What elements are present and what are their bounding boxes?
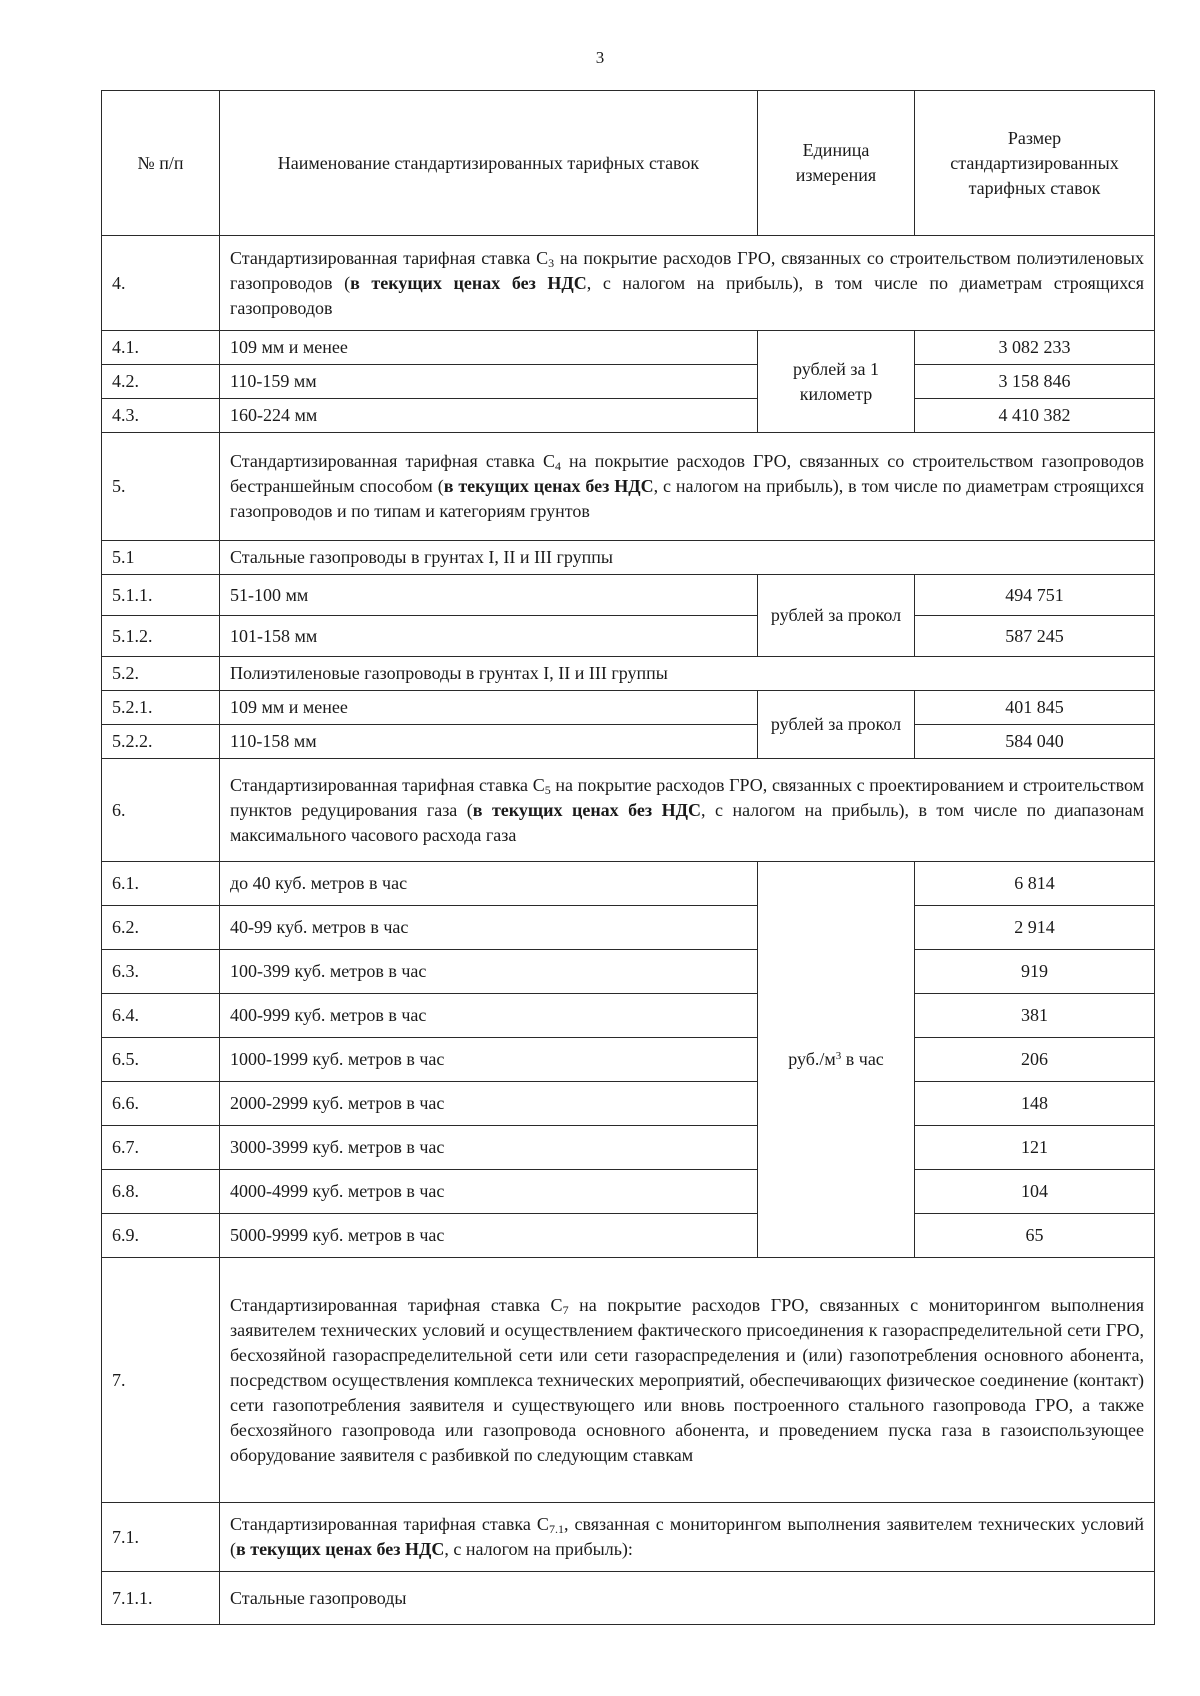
row-num: 6.3. xyxy=(102,950,220,994)
row-num: 5. xyxy=(102,433,220,541)
row-value: 148 xyxy=(915,1082,1155,1126)
row-name: 400-999 куб. метров в час xyxy=(220,994,758,1038)
unit-cell: рублей за 1 километр xyxy=(758,331,915,433)
row-name: 160-224 мм xyxy=(220,399,758,433)
row-value: 2 914 xyxy=(915,906,1155,950)
table-row xyxy=(102,994,1155,1038)
row-num: 6.4. xyxy=(102,994,220,1038)
row-name: 2000-2999 куб. метров в час xyxy=(220,1082,758,1126)
row-num: 6.9. xyxy=(102,1214,220,1258)
row-name: 40-99 куб. метров в час xyxy=(220,906,758,950)
unit-cell: рублей за прокол xyxy=(758,691,915,759)
table-row xyxy=(102,1126,1155,1170)
row-num: 4.1. xyxy=(102,331,220,365)
section-5-description: Стандартизированная тарифная ставка $С_4$ на покрытие расходов ГРО, связанных со строительством газопроводов бестраншейным способом (в текущих ценах без НДС, с налогом на прибыль), в том числе по диаметрам строящихся газопроводов и по типам и категориям грунтов xyxy=(220,433,1155,541)
row-num: 4.3. xyxy=(102,399,220,433)
row-num: 6.5. xyxy=(102,1038,220,1082)
row-num: 5.1.1. xyxy=(102,575,220,616)
row-num: 5.1.2. xyxy=(102,616,220,657)
row-value: 3 082 233 xyxy=(915,331,1155,365)
header-num: № п/п xyxy=(102,91,220,236)
row-name: 4000-4999 куб. метров в час xyxy=(220,1170,758,1214)
header-name: Наименование стандартизированных тарифных ставок xyxy=(220,91,758,236)
group-row xyxy=(102,657,1155,691)
table-row xyxy=(102,1572,1155,1625)
table-row xyxy=(102,1214,1155,1258)
table-row xyxy=(102,691,1155,725)
row-num: 6.8. xyxy=(102,1170,220,1214)
row-num: 5.2.2. xyxy=(102,725,220,759)
row-name: 110-159 мм xyxy=(220,365,758,399)
section-6-row xyxy=(102,759,1155,862)
row-name: до 40 куб. метров в час xyxy=(220,862,758,906)
row-name: 51-100 мм xyxy=(220,575,758,616)
row-value: 4 410 382 xyxy=(915,399,1155,433)
section-7-1-description: Стандартизированная тарифная ставка $С_{7.1}$, связанная с мониторингом выполнения заявителем технических условий (в текущих ценах без НДС, с налогом на прибыль): xyxy=(220,1503,1155,1572)
table-row xyxy=(102,862,1155,906)
page-number: 3 xyxy=(595,48,605,67)
group-row xyxy=(102,541,1155,575)
row-name: 3000-3999 куб. метров в час xyxy=(220,1126,758,1170)
row-name: 101-158 мм xyxy=(220,616,758,657)
group-title: Стальные газопроводы в грунтах I, II и III группы xyxy=(220,541,1155,575)
unit-cell: $руб./м^3$ в час xyxy=(758,862,915,1258)
row-name: 109 мм и менее xyxy=(220,691,758,725)
row-value: 381 xyxy=(915,994,1155,1038)
row-value: 206 xyxy=(915,1038,1155,1082)
section-4-description: Стандартизированная тарифная ставка $С_3$ на покрытие расходов ГРО, связанных со строительством полиэтиленовых газопроводов (в текущих ценах без НДС, с налогом на прибыль), в том числе по диаметрам строящихся газопроводов xyxy=(220,236,1155,331)
row-name: 109 мм и менее xyxy=(220,331,758,365)
table-header-row xyxy=(102,91,1155,236)
section-7-1-row xyxy=(102,1503,1155,1572)
table-row xyxy=(102,1170,1155,1214)
row-value: 65 xyxy=(915,1214,1155,1258)
row-num: 6.6. xyxy=(102,1082,220,1126)
row-value: 121 xyxy=(915,1126,1155,1170)
row-num: 6.1. xyxy=(102,862,220,906)
row-num: 7.1.1. xyxy=(102,1572,220,1625)
row-value: 104 xyxy=(915,1170,1155,1214)
row-value: 3 158 846 xyxy=(915,365,1155,399)
table-row xyxy=(102,906,1155,950)
table-row xyxy=(102,365,1155,399)
row-num: 6. xyxy=(102,759,220,862)
section-7-row xyxy=(102,1258,1155,1503)
row-num: 5.1 xyxy=(102,541,220,575)
tariff-table xyxy=(101,90,1155,1625)
row-name: 110-158 мм xyxy=(220,725,758,759)
section-7-description: Стандартизированная тарифная ставка $С_7$ на покрытие расходов ГРО, связанных с мониторингом выполнения заявителем технических условий и осуществлением фактического присоединения к газораспределительной сети ГРО, бесхозяйной газораспределительной сети или сети газораспределения и (или) газопотребления основного абонента, посредством осуществления комплекса технических мероприятий, обеспечивающих физическое соединение (контакт) сети газопотребления заявителя и существующего или вновь построенного стального газопровода ГРО, а также бесхозяйного газопровода или газопровода основного абонента, и проведением пуска газа в газоиспользующее оборудование заявителя с разбивкой по следующим ставкам xyxy=(220,1258,1155,1503)
row-value: 6 814 xyxy=(915,862,1155,906)
row-num: 4.2. xyxy=(102,365,220,399)
table-row xyxy=(102,725,1155,759)
unit-cell: рублей за прокол xyxy=(758,575,915,657)
row-name: Стальные газопроводы xyxy=(220,1572,1155,1625)
row-value: 494 751 xyxy=(915,575,1155,616)
row-name: 1000-1999 куб. метров в час xyxy=(220,1038,758,1082)
row-value: 401 845 xyxy=(915,691,1155,725)
section-6-description: Стандартизированная тарифная ставка $С_5$ на покрытие расходов ГРО, связанных с проектированием и строительством пунктов редуцирования газа (в текущих ценах без НДС, с налогом на прибыль), в том числе по диапазонам максимального часового расхода газа xyxy=(220,759,1155,862)
row-num: 5.2.1. xyxy=(102,691,220,725)
table-row xyxy=(102,950,1155,994)
table-row xyxy=(102,1038,1155,1082)
group-title: Полиэтиленовые газопроводы в грунтах I, II и III группы xyxy=(220,657,1155,691)
table-row xyxy=(102,1082,1155,1126)
row-num: 7.1. xyxy=(102,1503,220,1572)
row-name: 100-399 куб. метров в час xyxy=(220,950,758,994)
section-5-row xyxy=(102,433,1155,541)
row-num: 7. xyxy=(102,1258,220,1503)
row-value: 587 245 xyxy=(915,616,1155,657)
row-num: 6.7. xyxy=(102,1126,220,1170)
table-row xyxy=(102,331,1155,365)
row-num: 6.2. xyxy=(102,906,220,950)
row-value: 919 xyxy=(915,950,1155,994)
row-name: 5000-9999 куб. метров в час xyxy=(220,1214,758,1258)
header-unit: Единица измерения xyxy=(758,91,915,236)
section-4-row xyxy=(102,236,1155,331)
table-row xyxy=(102,616,1155,657)
row-num: 4. xyxy=(102,236,220,331)
table-row xyxy=(102,399,1155,433)
header-size: Размер стандартизированных тарифных ставок xyxy=(915,91,1155,236)
row-value: 584 040 xyxy=(915,725,1155,759)
table-row xyxy=(102,575,1155,616)
row-num: 5.2. xyxy=(102,657,220,691)
